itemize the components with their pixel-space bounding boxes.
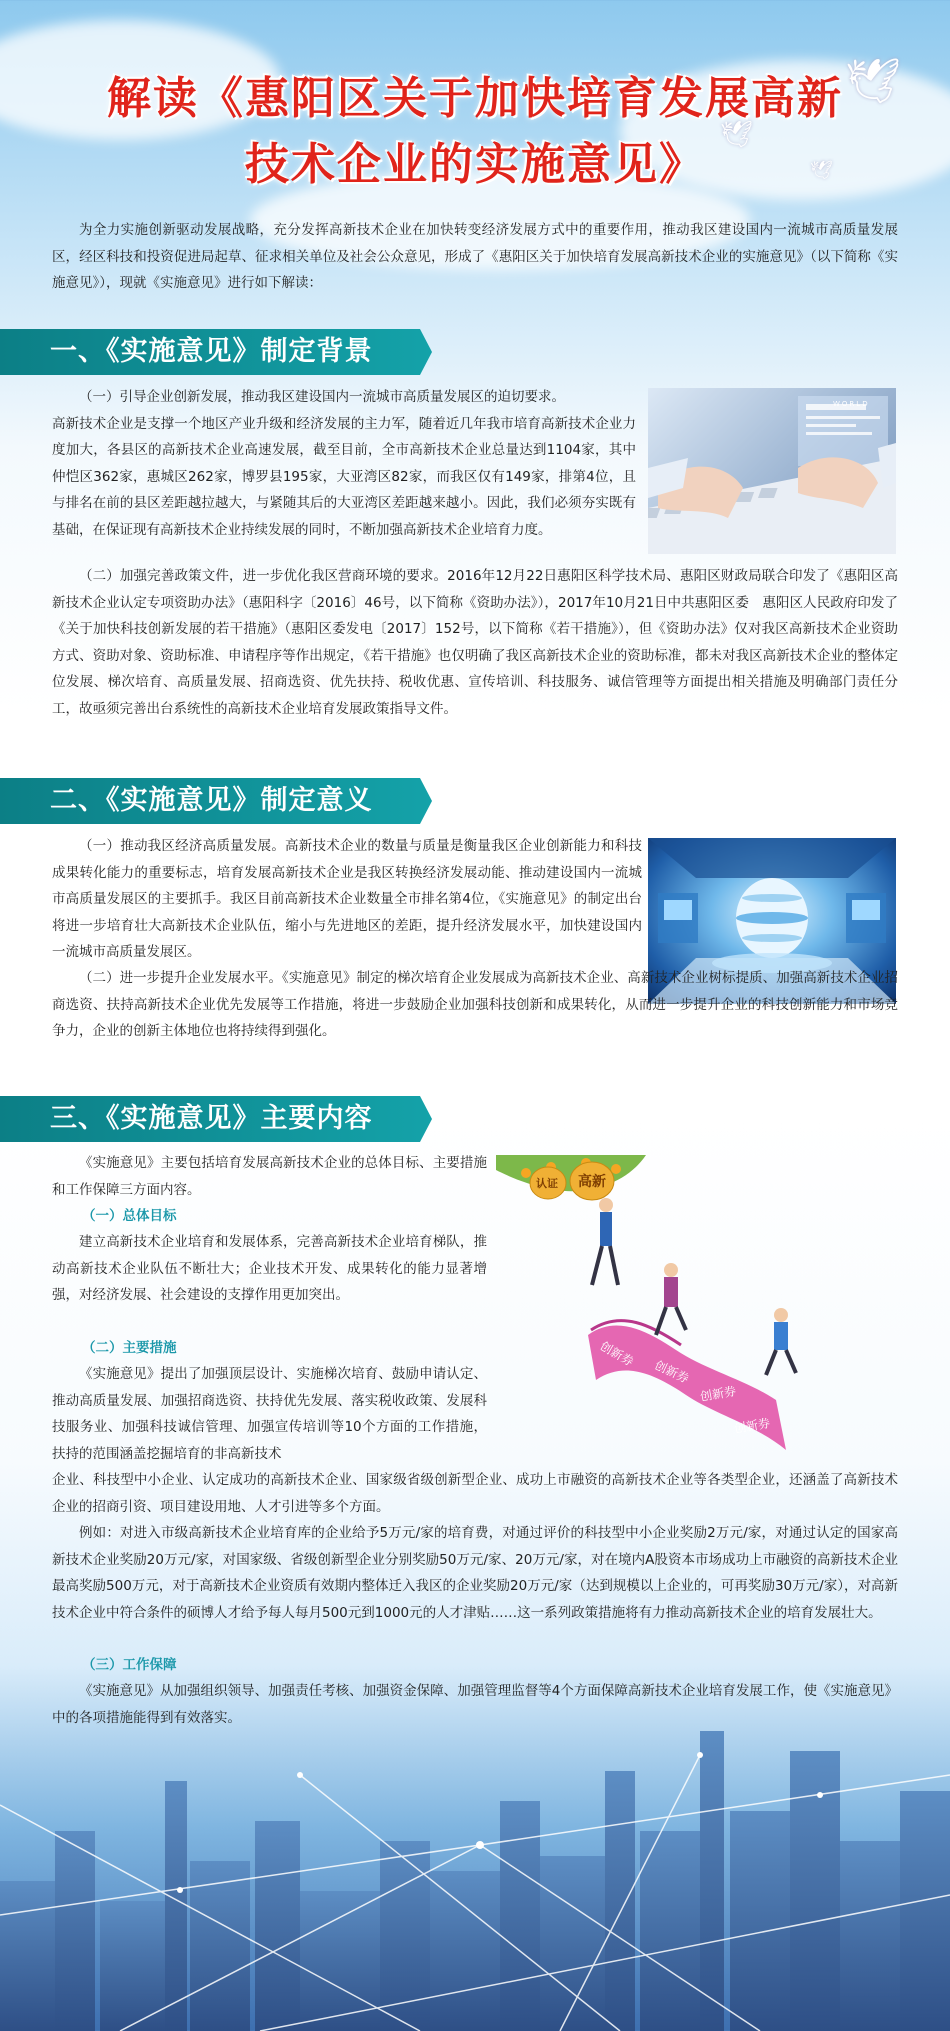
section-3-sub3: （三）工作保障 [82, 1657, 177, 1673]
step-label-4: 创新券 [733, 1415, 772, 1437]
section-3-sub1-text: 建立高新技术企业培育和发展体系，完善高新技术企业培育梯队，推动高新技术企业队伍不断壮大；企业技术开发、成果转化的能力显著增强，对经济发展、社会建设的支撑作用更加突出。 [52, 1234, 487, 1303]
dove-icon: 🕊 [845, 56, 901, 107]
section-3-sub3-text: 《实施意见》从加强组织领导、加强责任考核、加强资金保障、加强管理监督等4个方面保障高新技术企业培育发展工作，使《实施意见》中的各项措施能得到有效落实。 [52, 1683, 898, 1726]
section-1-heading: 一、《实施意见》制定背景 [50, 336, 373, 367]
section-1-p1-lead: （一）引导企业创新发展，推动我区建设国内一流城市高质量发展区的迫切要求。 [79, 389, 565, 405]
step-label-2: 创新券 [652, 1357, 692, 1386]
intro-paragraph: 为全力实施创新驱动发展战略，充分发挥高新技术企业在加快转变经济发展方式中的重要作用，推动我区建设国内一流城市高质量发展区，经区科技和投资促进局起草、征求相关单位及社会公众意见，形成了《惠阳区关于加快培育发展高新技术企业的实施意见》（以下简称《实施意见》），现就《实施意见》进行如下解读： [52, 222, 898, 291]
keyboard-photo [648, 388, 896, 554]
bag-label-1: 认证 [536, 1177, 558, 1190]
section-1-p2: （二）加强完善政策文件，进一步优化我区营商环境的要求。2016年12月22日惠阳区科学技术局、惠阳区财政局联合印发了《惠阳区高新技术企业认定专项资助办法》（惠阳科字〔2016〕46号，以下简称《资助办法》），2017年10月21日中共惠阳区委 惠阳区人民政府印发了《关于加快科技创新发展的若干措施》（惠阳区委发电〔2017〕152号，以下简称《若干措施》），但《资助办法》仅对我区高新技术企业资助方式、资助对象、资助标准、申请程序等作出规定，《若干措施》也仅明确了我区高新技术企业的资助标准，都未对我区高新技术企业的整体定位发展、梯次培育、高质量发展、招商选资、优先扶持、税收优惠、宣传培训、科技服务、诚信管理等方面提出相关措施及明确部门责任分工，故亟须完善出台系统性的高新技术企业培育发展政策指导文件。 [52, 568, 898, 717]
section-3-sub2-text-wide: 企业、科技型中小企业、认定成功的高新技术企业、国家级省级创新型企业、成功上市融资的高新技术企业等各类型企业，还涵盖了高新技术企业的招商引资、项目建设用地、人才引进等多个方面。 [52, 1472, 898, 1515]
page-title-line1: 解读《惠阳区关于加快培育发展高新 [107, 73, 843, 124]
dove-icon: 🕊 [720, 120, 754, 150]
section-3-heading: 三、《实施意见》主要内容 [50, 1103, 373, 1134]
section-1-p1 [52, 384, 636, 543]
section-3-sub2: （二）主要措施 [82, 1340, 177, 1356]
section-2-p1: （一）推动我区经济高质量发展。高新技术企业的数量与质量是衡量我区企业创新能力和科技成果转化能力的重要标志，培育发展高新技术企业是我区转换经济发展动能、推动建设国内一流城市高质量发展区的主要抓手。我区目前高新技术企业数量全市排名第4位，《实施意见》的制定出台将进一步培育壮大高新技术企业队伍，缩小与先进地区的差距，提升经济发展水平，加快建设国内一流城市高质量发展区。 [52, 838, 642, 960]
section-3-sub2-text-narrow: 《实施意见》提出了加强顶层设计、实施梯次培育、鼓励申请认定、推动高质量发展、加强招商选资、扶持优先发展、落实税收政策、发展科技服务业、加强科技诚信管理、加强宣传培训等10个方面的工作措施，扶持的范围涵盖挖掘培育的非高新技术 [52, 1366, 487, 1462]
section-3-example: 例如：对进入市级高新技术企业培育库的企业给予5万元/家的培育费，对通过评价的科技型中小企业奖励2万元/家，对通过认定的国家高新技术企业奖励20万元/家，对国家级、省级创新型企业分别奖励50万元/家、20万元/家，对在境内A股资本市场成功上市融资的高新技术企业最高奖励500万元，对于高新技术企业资质有效期内整体迁入我区的企业奖励20万元/家（达到规模以上企业的，可再奖励30万元/家），对高新技术企业中符合条件的硕博人才给予每人每月500元到1000元的人才津贴……这一系列政策措施将有力推动高新技术企业的培育发展壮大。 [52, 1525, 898, 1621]
section-1-p1-body: 高新技术企业是支撑一个地区产业升级和经济发展的主力军，随着近几年我市培育高新技术企业力度加大，各县区的高新技术企业高速发展，截至目前，全市高新技术企业总量达到1104家，其中仲恺区362家，惠城区262家，博罗县195家，大亚湾区82家，而我区仅有149家，排第4位，且与排名在前的县区差距越拉越大，与紧随其后的大亚湾区差距越来越小。因此，我们必须夯实既有基础，在保证现有高新技术企业持续发展的同时，不断加强高新技术企业培育力度。 [52, 415, 636, 538]
step-label-3: 创新券 [699, 1383, 738, 1405]
page-title-line2: 技术企业的实施意见》 [245, 139, 705, 190]
innovation-voucher-illustration [496, 1155, 816, 1455]
city-skyline-image [0, 1715, 950, 2031]
section-2-p2-container [52, 965, 898, 1045]
section-2-heading: 二、《实施意见》制定意义 [50, 785, 373, 816]
section-3-sub1: （一）总体目标 [82, 1208, 177, 1224]
section-3-intro: 《实施意见》主要包括培育发展高新技术企业的总体目标、主要措施和工作保障三方面内容。 [52, 1155, 487, 1198]
dove-icon: 🕊 [810, 160, 833, 181]
bag-label-2: 高新 [578, 1174, 606, 1190]
section-2-p2: （二）进一步提升企业发展水平。《实施意见》制定的梯次培育企业发展成为高新技术企业、高新技术企业树标提质、加强高新技术企业招商选资、扶持高新技术企业优先发展等工作措施，将进一步鼓励企业加强科技创新和成果转化，从而进一步提升企业的科技创新能力和市场竞争力，企业的创新主体地位也将持续得到强化。 [52, 970, 898, 1039]
step-label-1: 创新券 [597, 1338, 636, 1369]
screen-text: WORLD [833, 400, 870, 408]
